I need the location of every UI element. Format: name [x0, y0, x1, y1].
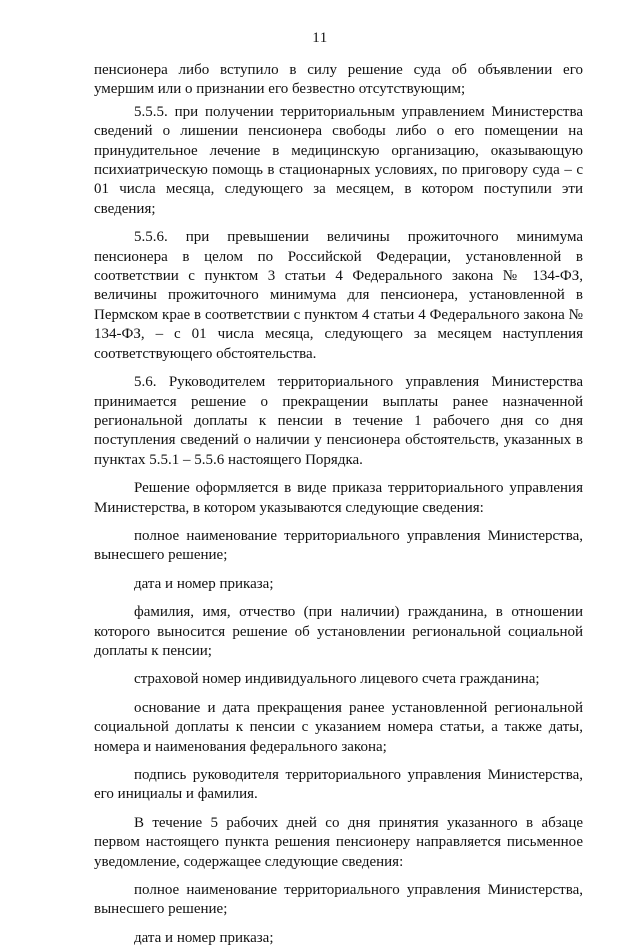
list-item-full-name: фамилия, имя, отчество (при наличии) гражданина, в отношении которого выносится решение об установлении региональной социальной доплаты к пенсии;	[94, 604, 583, 659]
list-item-department-name: полное наименование территориального управления Министерства, вынесшего решение;	[94, 527, 583, 564]
list-item-order-date-number: дата и номер приказа;	[134, 575, 274, 592]
page-number: 11	[312, 30, 328, 46]
list-item-order-date-number-2: дата и номер приказа;	[134, 929, 274, 946]
paragraph-5-5-5: 5.5.5. при получении территориальным управлением Министерства сведений о лишении пенсионера свободы либо о его помещении на принудительное лечение в медицинскую организацию, оказывающую психиатрическую помощь в стационарных условиях, по приговору суда – с 01 числа месяца, следующего за месяцем, в котором поступили эти сведения;	[94, 103, 583, 217]
paragraph-decision-form: Решение оформляется в виде приказа территориального управления Министерства, в котором указываются следующие сведения:	[94, 480, 583, 516]
paragraph-5-5-6: 5.5.6. при превышении величины прожиточного минимума пенсионера в целом по Российской Федерации, установленной в соответствии с пунктом 3 статьи 4 Федерального закона № 134-ФЗ, величины прожиточного минимума для пенсионера, установленной в Пермском крае в соответствии с пунктом 4 статьи 4 Федерального закона № 134-ФЗ, – с 01 числа месяца, следующего за месяцем наступления соответствующего обстоятельства.	[94, 229, 583, 362]
list-item-termination-basis: основание и дата прекращения ранее установленной региональной социальной доплаты к пенсии с указанием номера статьи, а также даты, номера и наименования федерального закона;	[94, 699, 583, 755]
list-item-department-name-2: полное наименование территориального управления Министерства, вынесшего решение;	[94, 882, 583, 918]
list-item-signature: подпись руководителя территориального управления Министерства, его инициалы и фамилия.	[94, 767, 583, 803]
paragraph-notification: В течение 5 рабочих дней со дня принятия указанного в абзаце первом настоящего пункта решения пенсионеру направляется письменное уведомление, содержащее следующие сведения:	[94, 814, 583, 870]
paragraph-5-6: 5.6. Руководителем территориального управления Министерства принимается решение о прекращении выплаты ранее назначенной региональной доплаты к пенсии в течение 1 рабочего дня со дня поступления сведений о наличии у пенсионера обстоятельств, указанных в пунктах 5.5.1 – 5.5.6 настоящего Порядка.	[94, 374, 583, 468]
list-item-snils: страховой номер индивидуального лицевого счета гражданина;	[134, 671, 540, 688]
document-body	[94, 61, 583, 948]
paragraph-continuation: пенсионера либо вступило в силу решение суда об объявлении его умершим или о признании его безвестно отсутствующим;	[94, 62, 583, 98]
